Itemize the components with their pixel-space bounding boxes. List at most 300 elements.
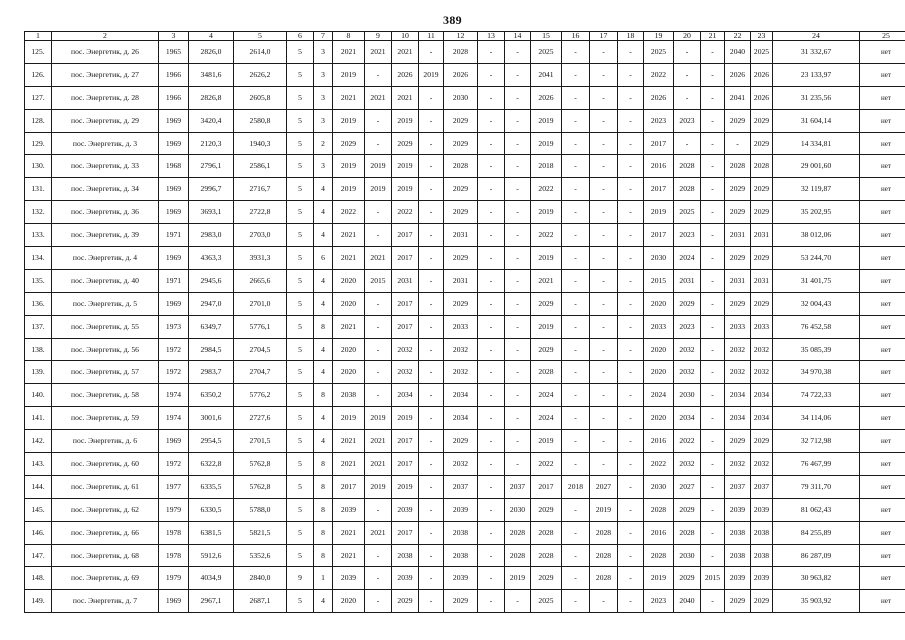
cell-year-col-12: 2032 xyxy=(444,453,478,476)
cell-year-col-10: 2029 xyxy=(392,590,419,613)
cell-year-col-22: 2034 xyxy=(725,407,751,430)
cell-year-col-12: 2039 xyxy=(444,567,478,590)
cell-year-col-18: - xyxy=(618,430,644,453)
cell-year-col-15: 2029 xyxy=(531,292,562,315)
cell-year-col-16: - xyxy=(562,63,590,86)
cell-year-col-21: - xyxy=(701,521,725,544)
cell-year-col-20: 2032 xyxy=(674,453,701,476)
cell-year-col-18: - xyxy=(618,475,644,498)
cell-living-area: 2605,8 xyxy=(234,86,287,109)
cell-cost: 23 133,97 xyxy=(773,63,860,86)
cell-year-col-11: - xyxy=(419,155,444,178)
cell-year-col-20: 2029 xyxy=(674,498,701,521)
cell-total-area: 2954,5 xyxy=(189,430,234,453)
cell-entrances: 4 xyxy=(314,224,333,247)
cell-year-col-12: 2029 xyxy=(444,590,478,613)
cell-year-col-14: 2019 xyxy=(505,567,531,590)
cell-year-col-13: - xyxy=(478,338,505,361)
cell-year-col-18: - xyxy=(618,132,644,155)
cell-build-year: 1969 xyxy=(159,132,189,155)
cell-year-col-10: 2038 xyxy=(392,544,419,567)
cell-build-year: 1969 xyxy=(159,430,189,453)
cell-year-col-23: 2029 xyxy=(751,109,773,132)
cell-year-col-18: - xyxy=(618,269,644,292)
cell-year-col-11: - xyxy=(419,86,444,109)
cell-floors: 5 xyxy=(287,361,314,384)
cell-year-col-12: 2029 xyxy=(444,178,478,201)
cell-year-col-17: - xyxy=(590,247,618,270)
cell-year-col-13: - xyxy=(478,269,505,292)
cell-year-col-13: - xyxy=(478,384,505,407)
cell-cost: 74 722,33 xyxy=(773,384,860,407)
cell-year-col-16: - xyxy=(562,178,590,201)
cell-year-col-19: 2033 xyxy=(644,315,674,338)
cell-build-year: 1972 xyxy=(159,338,189,361)
cell-cost: 14 334,81 xyxy=(773,132,860,155)
cell-year-col-9: - xyxy=(365,109,392,132)
cell-address: пос. Энергетик, д. 33 xyxy=(52,155,159,178)
cell-status: нет xyxy=(860,247,905,270)
cell-year-col-12: 2028 xyxy=(444,41,478,64)
cell-entrances: 8 xyxy=(314,453,333,476)
cell-year-col-13: - xyxy=(478,475,505,498)
cell-year-col-16: - xyxy=(562,86,590,109)
cell-year-col-11: - xyxy=(419,292,444,315)
cell-year-col-22: 2031 xyxy=(725,269,751,292)
cell-year-col-22: 2037 xyxy=(725,475,751,498)
cell-address: пос. Энергетик, д. 4 xyxy=(52,247,159,270)
cell-year-col-12: 2032 xyxy=(444,361,478,384)
cell-year-col-19: 2016 xyxy=(644,521,674,544)
cell-year-col-20: 2030 xyxy=(674,384,701,407)
cell-year-col-9: - xyxy=(365,498,392,521)
cell-year-col-20: 2022 xyxy=(674,430,701,453)
cell-total-area: 2947,0 xyxy=(189,292,234,315)
cell-year-col-14: - xyxy=(505,63,531,86)
cell-year-col-14: - xyxy=(505,292,531,315)
cell-living-area: 3931,3 xyxy=(234,247,287,270)
cell-year-col-8: 2021 xyxy=(333,453,365,476)
cell-year-col-17: - xyxy=(590,269,618,292)
cell-year-col-11: - xyxy=(419,247,444,270)
cell-year-col-20: 2028 xyxy=(674,155,701,178)
cell-year-col-23: 2031 xyxy=(751,269,773,292)
cell-year-col-12: 2029 xyxy=(444,132,478,155)
cell-year-col-9: 2019 xyxy=(365,178,392,201)
cell-year-col-21: - xyxy=(701,407,725,430)
cell-year-col-16: - xyxy=(562,224,590,247)
cell-floors: 5 xyxy=(287,247,314,270)
cell-year-col-22: 2039 xyxy=(725,498,751,521)
cell-year-col-9: - xyxy=(365,544,392,567)
cell-row-number: 133. xyxy=(25,224,52,247)
header-cell: 9 xyxy=(365,32,392,41)
cell-year-col-15: 2029 xyxy=(531,567,562,590)
cell-total-area: 2826,0 xyxy=(189,41,234,64)
cell-row-number: 132. xyxy=(25,201,52,224)
cell-floors: 5 xyxy=(287,224,314,247)
cell-year-col-15: 2025 xyxy=(531,590,562,613)
cell-row-number: 130. xyxy=(25,155,52,178)
cell-year-col-11: - xyxy=(419,361,444,384)
cell-floors: 5 xyxy=(287,109,314,132)
cell-row-number: 148. xyxy=(25,567,52,590)
cell-row-number: 147. xyxy=(25,544,52,567)
cell-year-col-23: 2033 xyxy=(751,315,773,338)
cell-address: пос. Энергетик, д. 66 xyxy=(52,521,159,544)
header-cell: 6 xyxy=(287,32,314,41)
cell-year-col-21: - xyxy=(701,430,725,453)
table-row xyxy=(25,292,905,315)
cell-year-col-8: 2039 xyxy=(333,567,365,590)
cell-year-col-19: 2017 xyxy=(644,132,674,155)
cell-year-col-22: - xyxy=(725,132,751,155)
cell-status: нет xyxy=(860,338,905,361)
cell-cost: 76 467,99 xyxy=(773,453,860,476)
table-row xyxy=(25,590,905,613)
cell-year-col-21: - xyxy=(701,453,725,476)
cell-year-col-16: - xyxy=(562,521,590,544)
cell-year-col-15: 2028 xyxy=(531,544,562,567)
cell-year-col-16: 2018 xyxy=(562,475,590,498)
cell-living-area: 2687,1 xyxy=(234,590,287,613)
cell-floors: 5 xyxy=(287,338,314,361)
cell-year-col-9: - xyxy=(365,338,392,361)
cell-year-col-20: - xyxy=(674,63,701,86)
cell-total-area: 6322,8 xyxy=(189,453,234,476)
cell-status: нет xyxy=(860,155,905,178)
cell-year-col-22: 2032 xyxy=(725,338,751,361)
cell-year-col-20: 2029 xyxy=(674,567,701,590)
cell-year-col-22: 2032 xyxy=(725,453,751,476)
cell-year-col-10: 2026 xyxy=(392,63,419,86)
cell-year-col-12: 2032 xyxy=(444,338,478,361)
cell-year-col-10: 2017 xyxy=(392,453,419,476)
cell-status: нет xyxy=(860,407,905,430)
cell-floors: 5 xyxy=(287,155,314,178)
cell-living-area: 2704,7 xyxy=(234,361,287,384)
cell-build-year: 1974 xyxy=(159,384,189,407)
header-cell: 14 xyxy=(505,32,531,41)
header-cell: 8 xyxy=(333,32,365,41)
table-row xyxy=(25,521,905,544)
cell-year-col-20: - xyxy=(674,41,701,64)
cell-year-col-22: 2039 xyxy=(725,567,751,590)
cell-total-area: 3420,4 xyxy=(189,109,234,132)
cell-year-col-21: - xyxy=(701,132,725,155)
cell-total-area: 2826,8 xyxy=(189,86,234,109)
cell-total-area: 4363,3 xyxy=(189,247,234,270)
cell-year-col-18: - xyxy=(618,155,644,178)
cell-year-col-19: 2022 xyxy=(644,453,674,476)
cell-year-col-11: - xyxy=(419,338,444,361)
cell-year-col-21: - xyxy=(701,475,725,498)
cell-row-number: 136. xyxy=(25,292,52,315)
cell-cost: 32 119,87 xyxy=(773,178,860,201)
cell-address: пос. Энергетик, д. 26 xyxy=(52,41,159,64)
table-row xyxy=(25,109,905,132)
cell-year-col-19: 2020 xyxy=(644,338,674,361)
cell-year-col-13: - xyxy=(478,315,505,338)
cell-year-col-13: - xyxy=(478,132,505,155)
cell-floors: 5 xyxy=(287,498,314,521)
cell-build-year: 1969 xyxy=(159,590,189,613)
cell-year-col-21: 2015 xyxy=(701,567,725,590)
cell-year-col-19: 2023 xyxy=(644,109,674,132)
cell-row-number: 149. xyxy=(25,590,52,613)
page-number: 389 xyxy=(443,13,462,27)
cell-status: нет xyxy=(860,224,905,247)
cell-year-col-15: 2029 xyxy=(531,338,562,361)
cell-row-number: 144. xyxy=(25,475,52,498)
cell-year-col-18: - xyxy=(618,498,644,521)
cell-living-area: 5352,6 xyxy=(234,544,287,567)
cell-year-col-15: 2022 xyxy=(531,453,562,476)
cell-floors: 5 xyxy=(287,63,314,86)
cell-entrances: 8 xyxy=(314,475,333,498)
cell-year-col-17: - xyxy=(590,86,618,109)
cell-year-col-23: 2032 xyxy=(751,361,773,384)
table-row xyxy=(25,567,905,590)
cell-year-col-9: 2019 xyxy=(365,155,392,178)
cell-year-col-18: - xyxy=(618,521,644,544)
cell-year-col-15: 2022 xyxy=(531,224,562,247)
cell-year-col-8: 2019 xyxy=(333,407,365,430)
cell-year-col-14: - xyxy=(505,407,531,430)
cell-entrances: 2 xyxy=(314,132,333,155)
cell-floors: 5 xyxy=(287,292,314,315)
cell-year-col-10: 2017 xyxy=(392,292,419,315)
cell-build-year: 1966 xyxy=(159,63,189,86)
table-row xyxy=(25,201,905,224)
cell-year-col-16: - xyxy=(562,247,590,270)
cell-year-col-17: - xyxy=(590,384,618,407)
cell-year-col-13: - xyxy=(478,567,505,590)
cell-year-col-19: 2019 xyxy=(644,201,674,224)
cell-address: пос. Энергетик, д. 62 xyxy=(52,498,159,521)
cell-year-col-15: 2021 xyxy=(531,269,562,292)
cell-build-year: 1971 xyxy=(159,269,189,292)
cell-year-col-18: - xyxy=(618,224,644,247)
cell-year-col-21: - xyxy=(701,86,725,109)
cell-status: нет xyxy=(860,315,905,338)
cell-year-col-19: 2019 xyxy=(644,567,674,590)
cell-total-area: 6335,5 xyxy=(189,475,234,498)
cell-year-col-13: - xyxy=(478,247,505,270)
cell-build-year: 1968 xyxy=(159,155,189,178)
table-row xyxy=(25,338,905,361)
cell-year-col-12: 2026 xyxy=(444,63,478,86)
cell-year-col-15: 2024 xyxy=(531,384,562,407)
cell-living-area: 2701,5 xyxy=(234,430,287,453)
cell-year-col-10: 2019 xyxy=(392,178,419,201)
table-row xyxy=(25,498,905,521)
cell-cost: 30 963,82 xyxy=(773,567,860,590)
cell-year-col-19: 2016 xyxy=(644,430,674,453)
cell-entrances: 4 xyxy=(314,338,333,361)
cell-year-col-23: 2038 xyxy=(751,544,773,567)
cell-year-col-14: - xyxy=(505,155,531,178)
cell-year-col-23: 2029 xyxy=(751,247,773,270)
cell-year-col-11: - xyxy=(419,498,444,521)
cell-year-col-22: 2041 xyxy=(725,86,751,109)
header-cell: 20 xyxy=(674,32,701,41)
cell-year-col-14: - xyxy=(505,430,531,453)
cell-build-year: 1969 xyxy=(159,247,189,270)
cell-year-col-16: - xyxy=(562,155,590,178)
table-row xyxy=(25,407,905,430)
cell-floors: 5 xyxy=(287,544,314,567)
cell-address: пос. Энергетик, д. 34 xyxy=(52,178,159,201)
cell-year-col-14: - xyxy=(505,590,531,613)
cell-year-col-13: - xyxy=(478,41,505,64)
cell-year-col-14: - xyxy=(505,224,531,247)
cell-row-number: 146. xyxy=(25,521,52,544)
cell-floors: 5 xyxy=(287,315,314,338)
cell-row-number: 131. xyxy=(25,178,52,201)
cell-year-col-18: - xyxy=(618,315,644,338)
cell-year-col-9: - xyxy=(365,315,392,338)
cell-entrances: 4 xyxy=(314,269,333,292)
cell-status: нет xyxy=(860,567,905,590)
cell-year-col-19: 2026 xyxy=(644,86,674,109)
cell-status: нет xyxy=(860,475,905,498)
cell-year-col-16: - xyxy=(562,338,590,361)
cell-year-col-8: 2019 xyxy=(333,178,365,201)
cell-year-col-11: - xyxy=(419,544,444,567)
cell-year-col-9: 2021 xyxy=(365,41,392,64)
cell-total-area: 3001,6 xyxy=(189,407,234,430)
cell-entrances: 3 xyxy=(314,63,333,86)
cell-year-col-23: 2029 xyxy=(751,430,773,453)
cell-year-col-15: 2019 xyxy=(531,109,562,132)
cell-cost: 29 001,60 xyxy=(773,155,860,178)
cell-year-col-19: 2022 xyxy=(644,63,674,86)
cell-year-col-20: 2028 xyxy=(674,178,701,201)
cell-year-col-8: 2019 xyxy=(333,63,365,86)
cell-total-area: 2120,3 xyxy=(189,132,234,155)
cell-cost: 79 311,70 xyxy=(773,475,860,498)
cell-build-year: 1966 xyxy=(159,86,189,109)
cell-year-col-10: 2031 xyxy=(392,269,419,292)
cell-year-col-11: - xyxy=(419,453,444,476)
cell-build-year: 1972 xyxy=(159,361,189,384)
cell-year-col-17: - xyxy=(590,453,618,476)
cell-living-area: 2580,8 xyxy=(234,109,287,132)
cell-year-col-12: 2038 xyxy=(444,544,478,567)
cell-year-col-9: - xyxy=(365,292,392,315)
cell-living-area: 5788,0 xyxy=(234,498,287,521)
cell-build-year: 1978 xyxy=(159,544,189,567)
table-row xyxy=(25,315,905,338)
cell-year-col-22: 2029 xyxy=(725,292,751,315)
cell-year-col-21: - xyxy=(701,201,725,224)
cell-year-col-20: 2034 xyxy=(674,407,701,430)
cell-entrances: 4 xyxy=(314,407,333,430)
cell-year-col-23: 2034 xyxy=(751,407,773,430)
cell-build-year: 1973 xyxy=(159,315,189,338)
cell-address: пос. Энергетик, д. 39 xyxy=(52,224,159,247)
table-row xyxy=(25,86,905,109)
cell-cost: 84 255,89 xyxy=(773,521,860,544)
cell-year-col-18: - xyxy=(618,86,644,109)
cell-year-col-14: - xyxy=(505,41,531,64)
cell-year-col-20: 2028 xyxy=(674,521,701,544)
cell-address: пос. Энергетик, д. 40 xyxy=(52,269,159,292)
cell-year-col-23: 2039 xyxy=(751,498,773,521)
cell-year-col-11: - xyxy=(419,590,444,613)
cell-row-number: 128. xyxy=(25,109,52,132)
header-cell: 24 xyxy=(773,32,860,41)
cell-year-col-8: 2021 xyxy=(333,86,365,109)
cell-year-col-8: 2021 xyxy=(333,521,365,544)
cell-year-col-13: - xyxy=(478,407,505,430)
cell-year-col-16: - xyxy=(562,453,590,476)
table-row xyxy=(25,41,905,64)
cell-year-col-17: - xyxy=(590,41,618,64)
cell-status: нет xyxy=(860,361,905,384)
cell-year-col-12: 2034 xyxy=(444,407,478,430)
cell-year-col-17: 2028 xyxy=(590,544,618,567)
cell-row-number: 141. xyxy=(25,407,52,430)
cell-cost: 31 604,14 xyxy=(773,109,860,132)
cell-year-col-21: - xyxy=(701,155,725,178)
cell-year-col-16: - xyxy=(562,498,590,521)
cell-entrances: 8 xyxy=(314,521,333,544)
cell-year-col-18: - xyxy=(618,567,644,590)
cell-year-col-8: 2021 xyxy=(333,247,365,270)
cell-year-col-20: 2027 xyxy=(674,475,701,498)
cell-address: пос. Энергетик, д. 28 xyxy=(52,86,159,109)
cell-year-col-22: 2029 xyxy=(725,201,751,224)
cell-year-col-10: 2017 xyxy=(392,521,419,544)
cell-floors: 5 xyxy=(287,475,314,498)
cell-year-col-11: - xyxy=(419,475,444,498)
cell-year-col-23: 2039 xyxy=(751,567,773,590)
cell-build-year: 1977 xyxy=(159,475,189,498)
cell-entrances: 8 xyxy=(314,384,333,407)
cell-year-col-8: 2021 xyxy=(333,41,365,64)
cell-status: нет xyxy=(860,269,905,292)
cell-living-area: 2840,0 xyxy=(234,567,287,590)
cell-cost: 35 903,92 xyxy=(773,590,860,613)
cell-year-col-9: - xyxy=(365,361,392,384)
cell-year-col-16: - xyxy=(562,269,590,292)
cell-year-col-22: 2028 xyxy=(725,155,751,178)
cell-year-col-11: - xyxy=(419,384,444,407)
cell-year-col-20: 2025 xyxy=(674,201,701,224)
cell-row-number: 127. xyxy=(25,86,52,109)
cell-year-col-16: - xyxy=(562,132,590,155)
cell-year-col-17: - xyxy=(590,338,618,361)
cell-total-area: 6349,7 xyxy=(189,315,234,338)
cell-year-col-14: - xyxy=(505,247,531,270)
cell-status: нет xyxy=(860,292,905,315)
cell-year-col-14: - xyxy=(505,178,531,201)
cell-total-area: 2983,7 xyxy=(189,361,234,384)
table-row xyxy=(25,63,905,86)
header-cell: 5 xyxy=(234,32,287,41)
cell-year-col-14: - xyxy=(505,201,531,224)
table-row xyxy=(25,247,905,270)
cell-year-col-23: 2032 xyxy=(751,453,773,476)
cell-year-col-14: - xyxy=(505,86,531,109)
cell-year-col-17: - xyxy=(590,292,618,315)
cell-year-col-9: 2021 xyxy=(365,86,392,109)
cell-year-col-14: 2028 xyxy=(505,521,531,544)
cell-row-number: 125. xyxy=(25,41,52,64)
cell-cost: 31 401,75 xyxy=(773,269,860,292)
